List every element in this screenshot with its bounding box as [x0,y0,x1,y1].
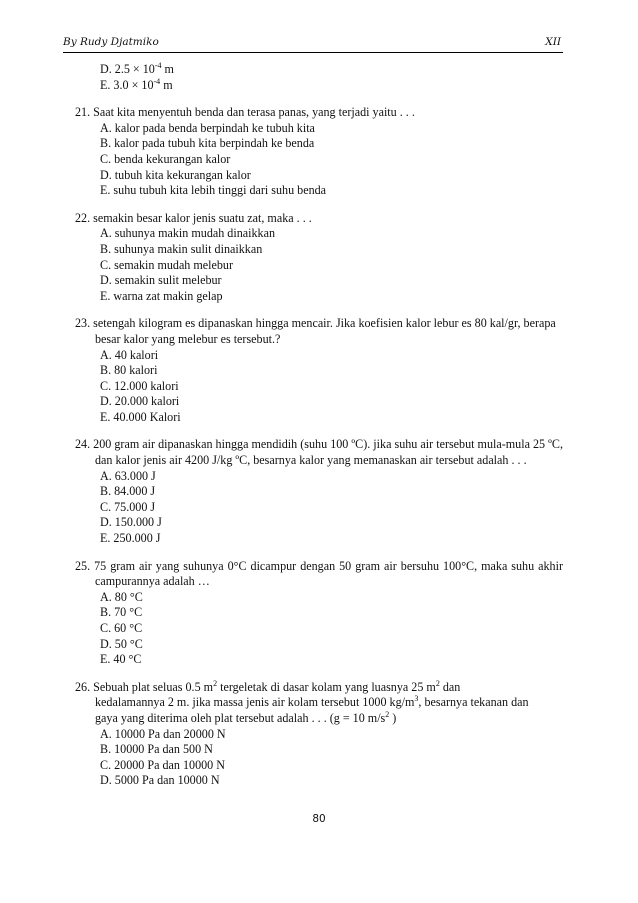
option-item: E. 40 °C [100,652,142,667]
option-item: B. 70 °C [100,605,143,620]
option-item: B. 10000 Pa dan 500 N [100,742,213,757]
option-item: A. kalor pada benda berpindah ke tubuh kita [100,120,315,135]
option-item: D. semakin sulit melebur [100,273,222,288]
option-item: C. semakin mudah melebur [100,257,234,272]
option-item: E. suhu tubuh kita lebih tinggi dari suhu benda [100,183,327,198]
option-item: B. kalor pada tubuh kita berpindah ke benda [100,136,315,151]
question-text: 21. Saat kita menyentuh benda dan terasa panas, yang terjadi yaitu . . . [75,105,415,120]
option-item: D. 20.000 kalori [100,394,180,409]
page-number: 80 [312,813,326,825]
option-item: E. warna zat makin gelap [100,288,223,303]
page-header [63,36,563,53]
question-text: 25. 75 gram air yang suhunya 0°C dicampur dengan 50 gram air bersuhu 100°C, maka suhu akhir campurannya adalah … [75,558,563,589]
question-text [75,680,563,727]
option-item: C. 60 °C [100,621,143,635]
option-item: A. 63.000 J [100,468,156,483]
option-item: D. 5000 Pa dan 10000 N [100,773,220,788]
option-item: A. 40 kalori [100,347,159,362]
header-grade: XII [545,36,561,48]
option-item: B. 84.000 J [100,484,156,499]
option-item: C. benda kekurangan kalor [100,151,231,166]
option-item: E. $3.0 \times 10^{-4}$ m [100,76,173,92]
option-item: A. 80 °C [100,589,143,604]
option-item: B. 80 kalori [100,363,158,378]
question-22 [75,211,563,305]
option-item: A. suhunya makin mudah dinaikkan [100,226,275,241]
question-line: kedalamannya 2 m. jika massa jenis air kolam tersebut 1000 $kg/m^3$, besarnya tekanan dan [95,694,529,710]
question-21 [75,105,563,199]
question-24 [75,437,563,546]
question-26 [75,680,563,789]
option-item: B. suhunya makin sulit dinaikkan [100,241,263,256]
question-25 [75,559,563,668]
carryover-options [75,62,563,93]
question-text: 24. 200 gram air dipanaskan hingga mendidih (suhu 100 ºC). jika suhu air tersebut mula-mula 25 ºC, dan kalor jenis air 4200 J/kg ºC, besarnya kalor yang memanaskan air tersebut adalah . . . [75,437,563,468]
option-item: D. $2.5 \times 10^{-4}$ m [100,61,174,76]
question-line: 26. Sebuah plat seluas 0.5 $m^2$ tergeletak di dasar kolam yang luasnya 25 $m^2$ dan [75,678,461,694]
option-item: C. 75.000 J [100,499,156,514]
option-item: D. tubuh kita kekurangan kalor [100,167,251,182]
option-item: A. 10000 Pa dan 20000 N [100,726,226,741]
option-item: C. 12.000 kalori [100,378,179,393]
question-line: gaya yang diterima oleh plat tersebut adalah . . . (g = 10 $m/s^2$ ) [95,709,397,725]
question-23 [75,316,563,425]
option-item: E. 40.000 Kalori [100,409,181,424]
question-text: 22. semakin besar kalor jenis suatu zat, maka . . . [75,210,312,225]
option-item: C. 20000 Pa dan 10000 N [100,757,225,772]
option-item: E. 250.000 J [100,531,161,546]
option-item: D. 150.000 J [100,515,162,530]
question-text: 23. setengah kilogram es dipanaskan hingga mencair. Jika koefisien kalor lebur es 80 kal/gr, berapa besar kalor yang melebur es tersebut.? [75,316,556,346]
header-author: By Rudy Djatmiko [63,36,159,48]
page-content [75,62,563,789]
option-item: D. 50 °C [100,636,143,651]
